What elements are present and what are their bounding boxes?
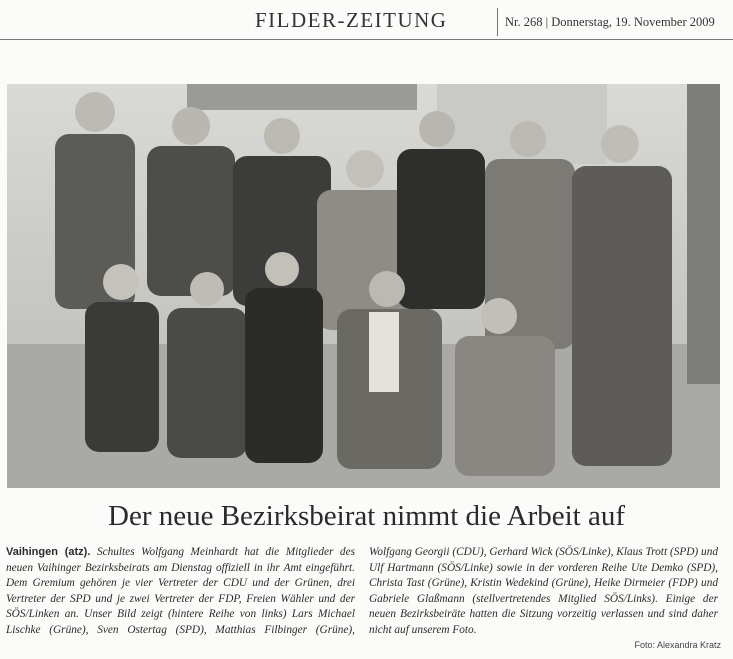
issue-info: Nr. 268 | Donnerstag, 19. November 2009 <box>505 15 715 29</box>
article-body <box>6 545 718 639</box>
masthead-divider <box>497 8 498 36</box>
article-dateline: Vaihingen (atz). <box>6 546 91 558</box>
article-text: Schultes Wolfgang Meinhardt hat die Mitglieder des neuen Vaihinger Bezirksbeirats am Dienstag offiziell in ihr Amt eingeführt. Dem Gremium gehören je vier Vertreter der CDU und der Grünen, drei Vertreter der SPD und je zwei Vertreter der FDP, Freien Wähler und der SÖS/Linken an. Unser Bild zeigt (hintere Reihe von links) Lars Michael Lischke (Grüne), Sven Ostertag (SPD), Matthias Filbinger (Grüne), Wolfgang Georgii (CDU), Gerhard Wick (SÖS/Linke), Klaus Trott (SPD) und Ulf Hartmann (SÖS/Linke) sowie in der vorderen Reihe Ute Demko (SPD), Christa Tast (Grüne), Kristin Wedekind (Grüne), Heike Dirmeier (FDP) und Gabriele Glaßmann (stellvertretendes Mitglied SÖS/Links). Einige der neuen Bezirksbeiräte hatten die Sitzung vorzeitig verlassen und sind daher nicht auf unserem Foto. <box>6 546 718 636</box>
group-photo <box>7 84 720 488</box>
newspaper-name: FILDER-ZEITUNG <box>255 8 448 32</box>
article-headline: Der neue Bezirksbeirat nimmt die Arbeit auf <box>108 500 625 532</box>
person-back-7 <box>572 125 672 466</box>
flag-pole-area <box>687 84 720 384</box>
group-photo-illustration <box>7 84 720 488</box>
masthead-rule <box>0 39 733 40</box>
masthead <box>0 0 733 40</box>
photo-credit: Foto: Alexandra Kratz <box>634 640 721 650</box>
wall-picture-frame <box>187 84 417 110</box>
